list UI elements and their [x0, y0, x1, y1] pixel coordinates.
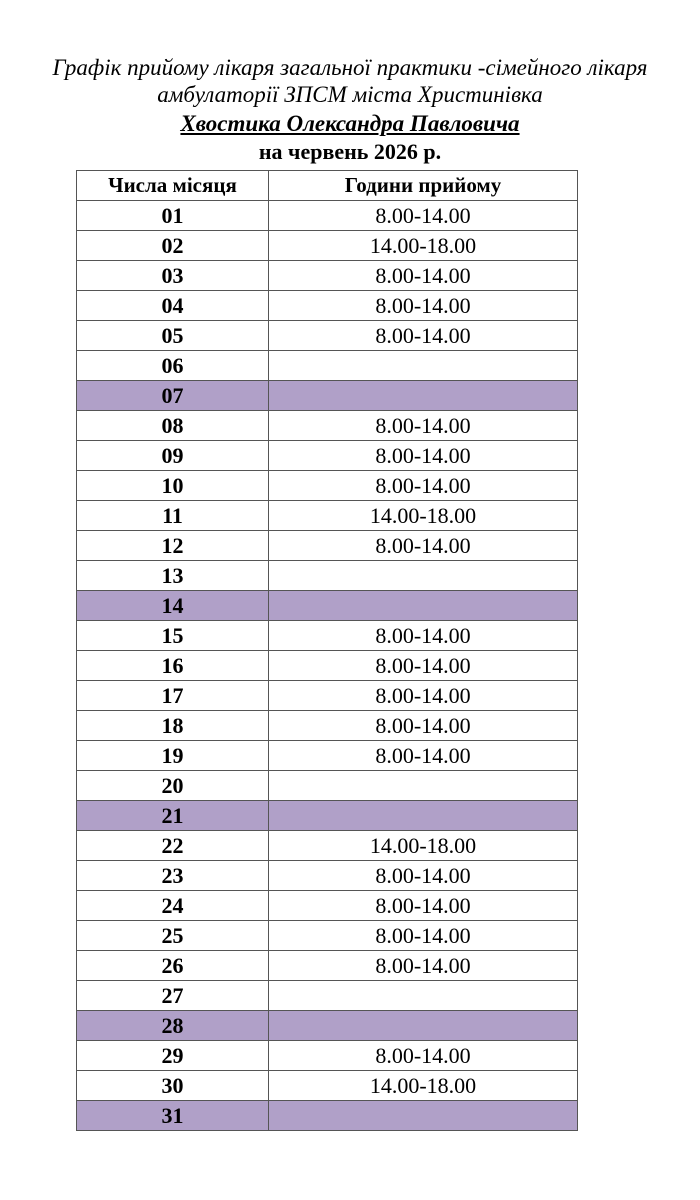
day-number-cell: 18 — [77, 711, 269, 741]
table-row — [77, 651, 578, 681]
reception-hours-cell: 8.00-14.00 — [269, 921, 578, 951]
reception-hours-cell: 8.00-14.00 — [269, 1041, 578, 1071]
reception-hours-cell: 14.00-18.00 — [269, 1071, 578, 1101]
table-row — [77, 321, 578, 351]
reception-hours-cell — [269, 591, 578, 621]
title-line-2: амбулаторії ЗПСМ міста Христинівка — [157, 82, 543, 107]
day-number-cell: 17 — [77, 681, 269, 711]
table-row — [77, 681, 578, 711]
reception-hours-cell: 8.00-14.00 — [269, 411, 578, 441]
day-number-cell: 15 — [77, 621, 269, 651]
table-row-highlighted — [77, 801, 578, 831]
reception-hours-cell: 14.00-18.00 — [269, 501, 578, 531]
day-number-cell: 03 — [77, 261, 269, 291]
reception-hours-cell: 8.00-14.00 — [269, 891, 578, 921]
schedule-body — [77, 201, 578, 1131]
schedule-table — [76, 170, 578, 1131]
reception-hours-cell: 8.00-14.00 — [269, 531, 578, 561]
table-row — [77, 201, 578, 231]
reception-hours-cell: 8.00-14.00 — [269, 621, 578, 651]
day-number-cell: 28 — [77, 1011, 269, 1041]
day-number-cell: 23 — [77, 861, 269, 891]
table-row-highlighted — [77, 1101, 578, 1131]
table-row — [77, 771, 578, 801]
reception-hours-cell — [269, 381, 578, 411]
reception-hours-cell: 8.00-14.00 — [269, 291, 578, 321]
reception-hours-cell: 8.00-14.00 — [269, 711, 578, 741]
day-number-cell: 30 — [77, 1071, 269, 1101]
table-row — [77, 891, 578, 921]
reception-hours-cell — [269, 801, 578, 831]
table-row — [77, 621, 578, 651]
table-header-row — [77, 171, 578, 201]
day-number-cell: 07 — [77, 381, 269, 411]
reception-hours-cell: 8.00-14.00 — [269, 261, 578, 291]
day-number-cell: 16 — [77, 651, 269, 681]
table-row — [77, 921, 578, 951]
doctor-name: Хвостика Олександра Павловича — [180, 111, 520, 136]
reception-hours-cell — [269, 771, 578, 801]
table-row — [77, 741, 578, 771]
table-row — [77, 711, 578, 741]
reception-hours-cell — [269, 1011, 578, 1041]
column-header-hours: Години прийому — [269, 171, 578, 201]
day-number-cell: 10 — [77, 471, 269, 501]
day-number-cell: 27 — [77, 981, 269, 1011]
table-row — [77, 411, 578, 441]
reception-hours-cell: 14.00-18.00 — [269, 231, 578, 261]
schedule-period: на червень 2026 р. — [258, 139, 442, 164]
column-header-day: Числа місяця — [77, 171, 269, 201]
table-row — [77, 291, 578, 321]
day-number-cell: 25 — [77, 921, 269, 951]
table-row — [77, 471, 578, 501]
table-row-highlighted — [77, 591, 578, 621]
day-number-cell: 29 — [77, 1041, 269, 1071]
day-number-cell: 02 — [77, 231, 269, 261]
reception-hours-cell: 8.00-14.00 — [269, 681, 578, 711]
table-row — [77, 1041, 578, 1071]
day-number-cell: 12 — [77, 531, 269, 561]
day-number-cell: 24 — [77, 891, 269, 921]
day-number-cell: 31 — [77, 1101, 269, 1131]
day-number-cell: 14 — [77, 591, 269, 621]
day-number-cell: 21 — [77, 801, 269, 831]
table-row — [77, 231, 578, 261]
reception-hours-cell: 8.00-14.00 — [269, 201, 578, 231]
day-number-cell: 26 — [77, 951, 269, 981]
table-row — [77, 501, 578, 531]
reception-hours-cell — [269, 1101, 578, 1131]
table-row — [77, 441, 578, 471]
table-row — [77, 951, 578, 981]
day-number-cell: 20 — [77, 771, 269, 801]
reception-hours-cell: 8.00-14.00 — [269, 951, 578, 981]
document-header — [0, 54, 700, 165]
day-number-cell: 11 — [77, 501, 269, 531]
reception-hours-cell: 8.00-14.00 — [269, 441, 578, 471]
reception-hours-cell — [269, 561, 578, 591]
table-row — [77, 261, 578, 291]
reception-hours-cell: 14.00-18.00 — [269, 831, 578, 861]
table-row — [77, 531, 578, 561]
reception-hours-cell: 8.00-14.00 — [269, 861, 578, 891]
day-number-cell: 08 — [77, 411, 269, 441]
day-number-cell: 19 — [77, 741, 269, 771]
reception-hours-cell — [269, 351, 578, 381]
reception-hours-cell: 8.00-14.00 — [269, 741, 578, 771]
table-row — [77, 351, 578, 381]
day-number-cell: 22 — [77, 831, 269, 861]
table-row — [77, 561, 578, 591]
table-row — [77, 831, 578, 861]
reception-hours-cell: 8.00-14.00 — [269, 651, 578, 681]
table-row — [77, 1071, 578, 1101]
table-row — [77, 981, 578, 1011]
reception-hours-cell — [269, 981, 578, 1011]
day-number-cell: 09 — [77, 441, 269, 471]
day-number-cell: 13 — [77, 561, 269, 591]
table-row-highlighted — [77, 1011, 578, 1041]
table-row — [77, 861, 578, 891]
day-number-cell: 05 — [77, 321, 269, 351]
day-number-cell: 04 — [77, 291, 269, 321]
reception-hours-cell: 8.00-14.00 — [269, 321, 578, 351]
reception-hours-cell: 8.00-14.00 — [269, 471, 578, 501]
title-line-1: Графік прийому лікаря загальної практики -сімейного лікаря — [52, 55, 648, 80]
day-number-cell: 01 — [77, 201, 269, 231]
day-number-cell: 06 — [77, 351, 269, 381]
table-row-highlighted — [77, 381, 578, 411]
